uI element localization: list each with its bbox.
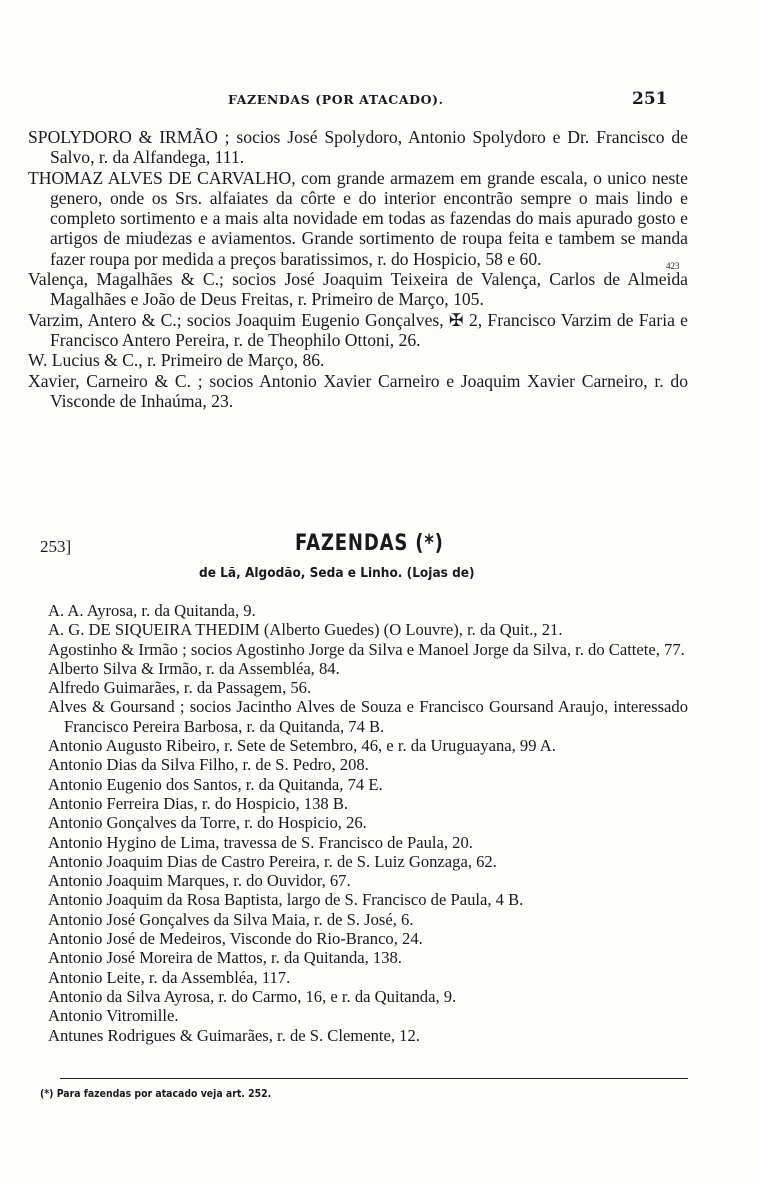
list-item: Antonio Joaquim Marques, r. do Ouvidor, 67. bbox=[48, 871, 351, 891]
list-item: Antonio Joaquim da Rosa Baptista, largo de S. Francisco de Paula, 4 B. bbox=[48, 890, 524, 910]
list-item: Varzim, Antero & C.; socios Joaquim Eugenio Gonçalves, ✠ 2, Francisco Varzim de Faria e Francisco Antero Pereira, r. de Theophilo Ottoni, 26. bbox=[28, 309, 688, 350]
section-title: FAZENDAS (*) bbox=[295, 531, 444, 556]
list-item: Antonio Augusto Ribeiro, r. Sete de Setembro, 46, e r. da Uruguayana, 99 A. bbox=[48, 736, 556, 756]
list-item: Antonio Ferreira Dias, r. do Hospicio, 138 B. bbox=[48, 793, 349, 813]
list-item: A. A. Ayrosa, r. da Quitanda, 9. bbox=[48, 601, 256, 620]
list-item: Alberto Silva & Irmão, r. da Assembléa, 84. bbox=[48, 658, 340, 678]
list-item: Antonio Gonçalves da Torre, r. do Hospicio, 26. bbox=[48, 813, 367, 833]
page-number: 251 bbox=[632, 89, 668, 109]
list-item: Xavier, Carneiro & C. ; socios Antonio Xavier Carneiro e Joaquim Xavier Carneiro, r. do Visconde de Inhaúma, 23. bbox=[28, 370, 688, 411]
section-heading bbox=[0, 531, 757, 591]
running-head bbox=[0, 89, 757, 114]
list-item: Agostinho & Irmão ; socios Agostinho Jorge da Silva e Manoel Jorge da Silva, r. do Cattete, 77. bbox=[48, 639, 685, 659]
retail-entries bbox=[48, 601, 688, 1045]
wholesale-entries bbox=[28, 127, 688, 411]
list-item: Valença, Magalhães & C.; socios José Joaquim Teixeira de Valença, Carlos de Almeida Magalhães e João de Deus Freitas, r. Primeiro de Março, 105. bbox=[28, 269, 688, 310]
list-item: Antonio Eugenio dos Santos, r. da Quitanda, 74 E. bbox=[48, 774, 383, 794]
running-head-title: FAZENDAS (POR ATACADO). bbox=[228, 92, 444, 107]
list-item: Antonio da Silva Ayrosa, r. do Carmo, 16, e r. da Quitanda, 9. bbox=[48, 986, 457, 1006]
list-item: Antonio José Gonçalves da Silva Maia, r. de S. José, 6. bbox=[48, 909, 414, 929]
list-item: Antonio Leite, r. da Assembléa, 117. bbox=[48, 967, 291, 987]
list-item: W. Lucius & C., r. Primeiro de Março, 86. bbox=[28, 350, 325, 371]
footnote-divider bbox=[60, 1078, 688, 1079]
list-item: Alfredo Guimarães, r. da Passagem, 56. bbox=[48, 678, 312, 698]
footnote: (*) Para fazendas por atacado veja art. 252. bbox=[40, 1087, 272, 1100]
section-subtitle: de Lã, Algodão, Seda e Linho. (Lojas de) bbox=[199, 565, 475, 581]
list-item: THOMAZ ALVES DE CARVALHO, com grande armazem em grande escala, o unico neste genero, onde os Srs. alfaiates da côrte e do interior encontrão sempre o mais lindo e completo sortimento e a mais alta novidade em todas as fazendas do mais apurado gosto e artigos de miudezas e aviamentos. Grande sortimento de roupa feita e tambem se manda fazer roupa por medida a preços baratissimos, r. do Hospicio, 58 e 60. 423 bbox=[28, 167, 688, 271]
list-item: Antunes Rodrigues & Guimarães, r. de S. Clemente, 12. bbox=[48, 1025, 420, 1045]
section-number: 253] bbox=[40, 537, 72, 556]
list-item: Antonio Vitromille. bbox=[48, 1006, 179, 1026]
list-item: Antonio Dias da Silva Filho, r. de S. Pedro, 208. bbox=[48, 755, 369, 775]
list-item: A. G. DE SIQUEIRA THEDIM (Alberto Guedes) (O Louvre), r. da Quit., 21. bbox=[48, 620, 563, 640]
list-item: Antonio José de Medeiros, Visconde do Rio-Branco, 24. bbox=[48, 929, 423, 949]
list-item: SPOLYDORO & IRMÃO ; socios José Spolydoro, Antonio Spolydoro e Dr. Francisco de Salvo, r. da Alfandega, 111. bbox=[28, 127, 688, 168]
list-item: Antonio José Moreira de Mattos, r. da Quitanda, 138. bbox=[48, 948, 402, 968]
list-item: Antonio Joaquim Dias de Castro Pereira, r. de S. Luiz Gonzaga, 62. bbox=[48, 851, 497, 871]
list-item: Antonio Hygino de Lima, travessa de S. Francisco de Paula, 20. bbox=[48, 832, 473, 852]
list-item: Alves & Goursand ; socios Jacintho Alves de Souza e Francisco Goursand Araujo, interessado Francisco Pereira Barbosa, r. da Quitanda, 74 B. bbox=[48, 697, 688, 736]
